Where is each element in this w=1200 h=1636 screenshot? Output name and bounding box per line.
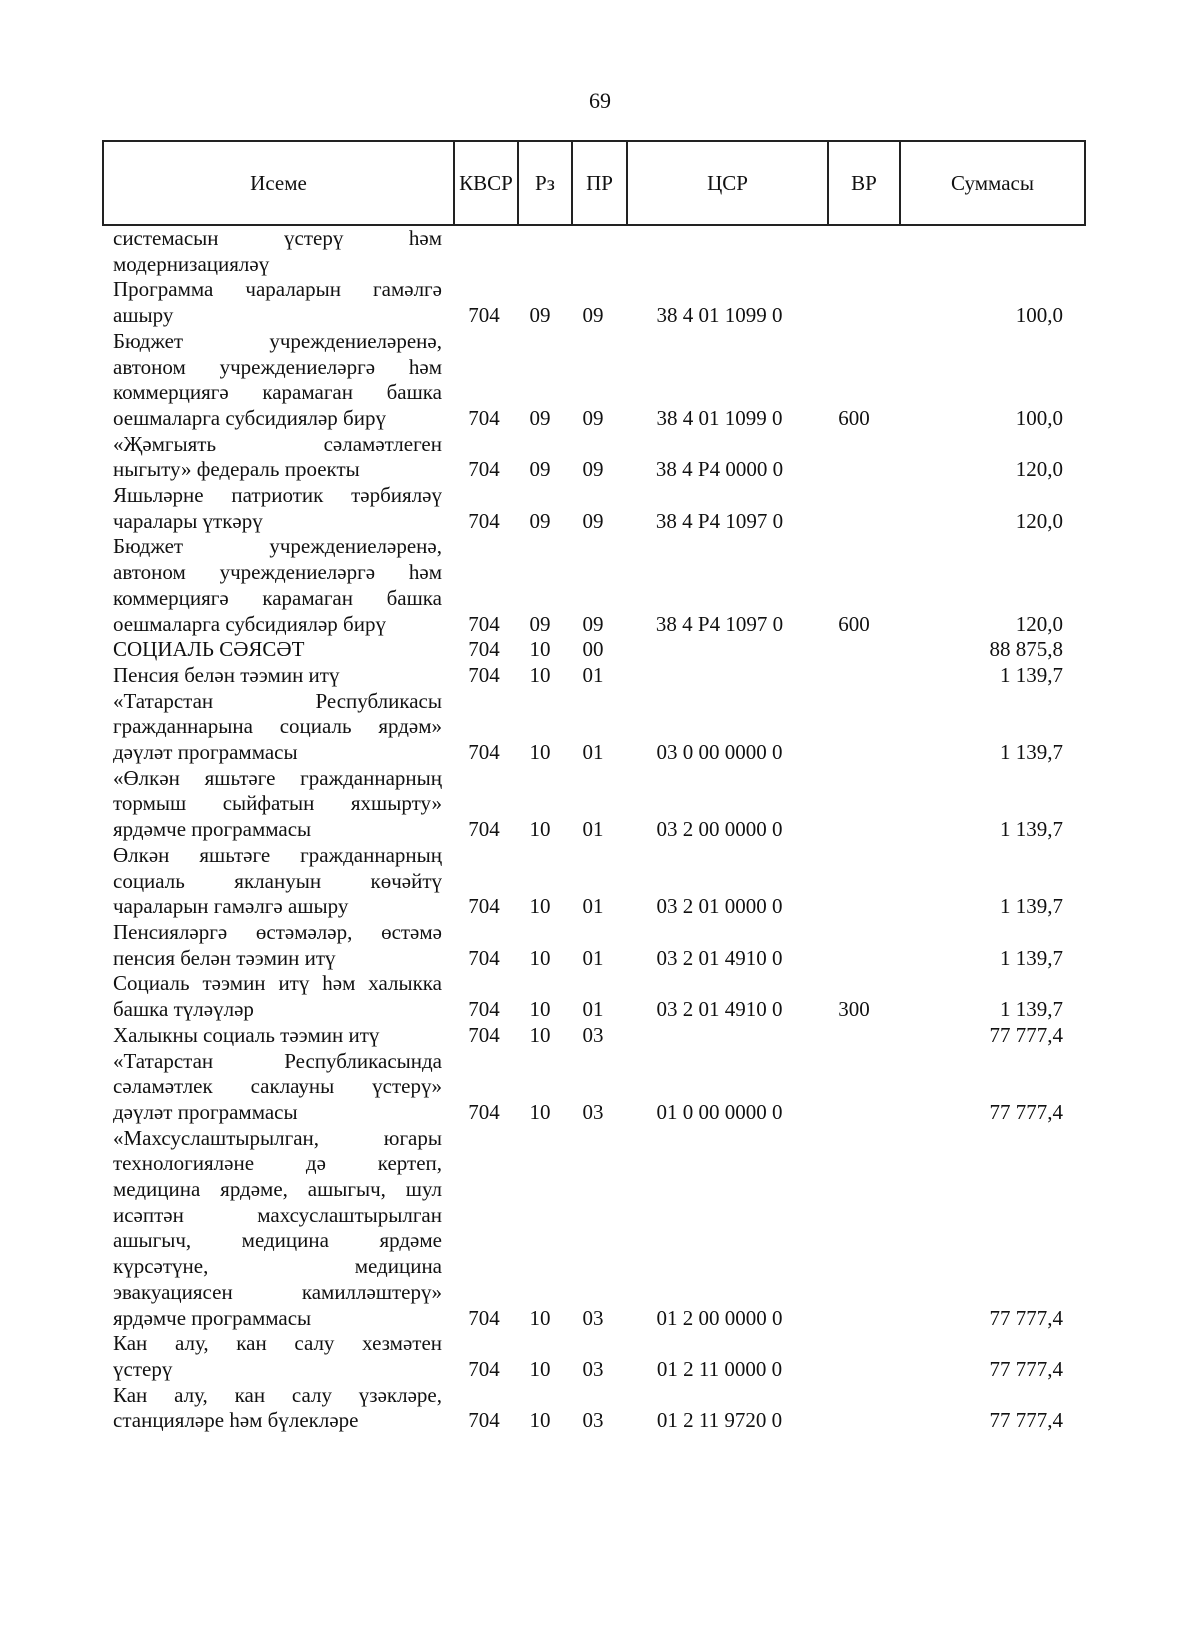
row-csr: 38 4 01 1099 0 xyxy=(656,303,783,328)
row-sum: 77 777,4 xyxy=(989,1022,1063,1047)
column-header-sum: Суммасы xyxy=(900,141,1085,225)
table-row xyxy=(102,534,1080,637)
row-name-line: «Татарстан Республикасында xyxy=(113,1048,442,1073)
table-row xyxy=(102,483,1080,534)
row-name-line: модернизацияләү xyxy=(113,251,270,276)
row-sum: 77 777,4 xyxy=(989,1099,1063,1124)
row-name-line: чараларын гамәлгә ашыру xyxy=(113,894,349,919)
row-kvsr: 704 xyxy=(468,1022,500,1047)
row-csr: 03 2 01 4910 0 xyxy=(656,997,783,1022)
row-name-line: системасын үстерү һәм xyxy=(113,226,442,250)
row-name-line: коммерциягә карамаган башка xyxy=(113,585,442,610)
row-name xyxy=(102,1383,442,1434)
row-name xyxy=(102,534,442,637)
row-sum: 1 139,7 xyxy=(1000,817,1063,842)
row-name-line: СОЦИАЛЬ СӘЯСӘТ xyxy=(113,637,305,662)
row-kvsr: 704 xyxy=(468,303,500,328)
row-name-line: станцияләре һәм бүлекләре xyxy=(113,1408,359,1433)
column-header-csr: ЦСР xyxy=(627,141,828,225)
column-header-name: Исеме xyxy=(103,141,454,225)
row-rz: 10 xyxy=(529,740,551,765)
row-name-line: сәламәтлек саклауны үстерү» xyxy=(113,1074,442,1099)
row-name-line: автоном учреждениеләргә һәм xyxy=(113,354,442,379)
row-sum: 100,0 xyxy=(1015,303,1063,328)
table-row xyxy=(102,1049,1080,1126)
row-name-line: тормыш сыйфатын яхшырту» xyxy=(113,791,442,816)
row-name xyxy=(102,1023,442,1049)
row-csr: 01 2 11 0000 0 xyxy=(656,1356,783,1381)
table-row xyxy=(102,1383,1080,1434)
row-name-line: күрсәтүне, медицина xyxy=(113,1254,442,1279)
table-body xyxy=(102,226,1080,1434)
row-kvsr: 704 xyxy=(468,508,500,533)
row-pr: 09 xyxy=(582,457,604,482)
row-kvsr: 704 xyxy=(468,740,500,765)
column-header-rz: Рз xyxy=(518,141,572,225)
row-kvsr: 704 xyxy=(468,997,500,1022)
row-name-line: оешмаларга субсидияләр бирү xyxy=(113,611,386,636)
row-sum: 1 139,7 xyxy=(1000,662,1063,687)
row-name-line: исәптән махсуслаштырылган xyxy=(113,1202,442,1227)
row-name xyxy=(102,766,442,843)
row-name xyxy=(102,277,442,328)
row-name-line: медицина ярдәме, ашыгыч, шул xyxy=(113,1177,442,1202)
table-row xyxy=(102,689,1080,766)
row-name-line: технологияләне дә кертеп, xyxy=(113,1151,442,1176)
row-name xyxy=(102,920,442,971)
row-rz: 10 xyxy=(529,1356,551,1381)
row-name xyxy=(102,971,442,1022)
row-rz: 10 xyxy=(529,817,551,842)
row-name-line: коммерциягә карамаган башка xyxy=(113,380,442,405)
row-sum: 1 139,7 xyxy=(1000,997,1063,1022)
row-name-line: ныгыту» федераль проекты xyxy=(113,457,360,482)
row-sum: 1 139,7 xyxy=(1000,945,1063,970)
row-rz: 09 xyxy=(529,303,551,328)
row-name xyxy=(102,663,442,689)
row-name-line: Кан алу, кан салу үзәкләре, xyxy=(113,1382,442,1407)
row-csr: 38 4 01 1099 0 xyxy=(656,405,783,430)
row-name-line: «Өлкән яшьтәге гражданнарның xyxy=(113,765,442,790)
row-kvsr: 704 xyxy=(468,894,500,919)
row-name-line: Бюджет учреждениеләренә, xyxy=(113,534,442,559)
column-header-pr: ПР xyxy=(572,141,627,225)
row-rz: 10 xyxy=(529,1022,551,1047)
row-pr: 01 xyxy=(582,740,604,765)
row-csr: 03 2 01 0000 0 xyxy=(656,894,783,919)
row-rz: 10 xyxy=(529,945,551,970)
row-sum: 77 777,4 xyxy=(989,1305,1063,1330)
row-name-line: башка түләүләр xyxy=(113,997,254,1022)
page-number: 69 xyxy=(589,88,611,113)
row-name xyxy=(102,1126,442,1332)
row-csr: 01 0 00 0000 0 xyxy=(656,1099,783,1124)
row-sum: 120,0 xyxy=(1015,508,1063,533)
row-csr: 03 2 01 4910 0 xyxy=(656,945,783,970)
row-name-line: Өлкән яшьтәге гражданнарның xyxy=(113,842,442,867)
table-row xyxy=(102,329,1080,432)
row-sum: 100,0 xyxy=(1015,405,1063,430)
row-rz: 10 xyxy=(529,1305,551,1330)
row-rz: 09 xyxy=(529,405,551,430)
row-pr: 01 xyxy=(582,997,604,1022)
row-rz: 10 xyxy=(529,637,551,662)
row-csr: 03 0 00 0000 0 xyxy=(656,740,783,765)
row-kvsr: 704 xyxy=(468,1099,500,1124)
table-row xyxy=(102,766,1080,843)
row-name-line: Кан алу, кан салу хезмәтен xyxy=(113,1331,442,1356)
row-kvsr: 704 xyxy=(468,457,500,482)
row-name xyxy=(102,432,442,483)
row-pr: 09 xyxy=(582,508,604,533)
row-sum: 77 777,4 xyxy=(989,1356,1063,1381)
row-rz: 10 xyxy=(529,1099,551,1124)
row-rz: 10 xyxy=(529,997,551,1022)
row-pr: 03 xyxy=(582,1356,604,1381)
row-kvsr: 704 xyxy=(468,817,500,842)
table-row xyxy=(102,226,1080,277)
row-kvsr: 704 xyxy=(468,945,500,970)
row-csr: 01 2 00 0000 0 xyxy=(656,1305,783,1330)
row-name xyxy=(102,329,442,432)
row-csr: 38 4 Р4 1097 0 xyxy=(655,611,784,636)
row-kvsr: 704 xyxy=(468,405,500,430)
row-name-line: үстерү xyxy=(113,1356,173,1381)
row-pr: 00 xyxy=(582,637,604,662)
row-kvsr: 704 xyxy=(468,1305,500,1330)
row-name-line: Социаль тәэмин итү һәм халыкка xyxy=(113,971,442,996)
row-name-line: ярдәмче программасы xyxy=(113,1305,312,1330)
row-sum: 88 875,8 xyxy=(989,637,1063,662)
row-name-line: гражданнарына социаль ярдәм» xyxy=(113,714,442,739)
table-row xyxy=(102,637,1080,663)
row-name-line: эвакуациясен камилләштерү» xyxy=(113,1279,442,1304)
table-row xyxy=(102,277,1080,328)
row-name-line: социаль яклануын көчәйтү xyxy=(113,868,442,893)
table-row xyxy=(102,843,1080,920)
row-pr: 01 xyxy=(582,662,604,687)
row-name xyxy=(102,637,442,663)
row-csr: 03 2 00 0000 0 xyxy=(656,817,783,842)
row-name-line: Программа чараларын гамәлгә xyxy=(113,277,442,302)
row-kvsr: 704 xyxy=(468,1356,500,1381)
row-sum: 1 139,7 xyxy=(1000,894,1063,919)
row-name xyxy=(102,1331,442,1382)
row-name xyxy=(102,483,442,534)
row-name-line: «Татарстан Республикасы xyxy=(113,688,442,713)
row-name-line: дәүләт программасы xyxy=(113,1099,298,1124)
row-name xyxy=(102,843,442,920)
table-row xyxy=(102,971,1080,1022)
row-pr: 01 xyxy=(582,894,604,919)
row-pr: 01 xyxy=(582,945,604,970)
row-vr: 600 xyxy=(838,405,870,430)
row-name-line: «Җәмгыять сәламәтлеген xyxy=(113,431,442,456)
row-rz: 10 xyxy=(529,894,551,919)
row-kvsr: 704 xyxy=(468,1408,500,1433)
row-name-line: пенсия белән тәэмин итү xyxy=(113,945,336,970)
table-row xyxy=(102,663,1080,689)
row-sum: 120,0 xyxy=(1015,457,1063,482)
row-name-line: Халыкны социаль тәэмин итү xyxy=(113,1022,380,1047)
row-pr: 03 xyxy=(582,1099,604,1124)
table-row xyxy=(102,920,1080,971)
table-row xyxy=(102,1331,1080,1382)
row-vr: 600 xyxy=(838,611,870,636)
row-pr: 03 xyxy=(582,1408,604,1433)
row-name-line: Пенсияләргә өстәмәләр, өстәмә xyxy=(113,919,442,944)
row-name-line: чаралары үткәрү xyxy=(113,508,263,533)
row-name-line: Пенсия белән тәэмин итү xyxy=(113,662,340,687)
row-name-line: дәүләт программасы xyxy=(113,740,298,765)
row-rz: 10 xyxy=(529,1408,551,1433)
row-name-line: автоном учреждениеләргә һәм xyxy=(113,560,442,585)
row-pr: 09 xyxy=(582,611,604,636)
row-pr: 09 xyxy=(582,303,604,328)
row-pr: 03 xyxy=(582,1022,604,1047)
row-vr: 300 xyxy=(838,997,870,1022)
row-kvsr: 704 xyxy=(468,637,500,662)
row-rz: 10 xyxy=(529,662,551,687)
row-pr: 09 xyxy=(582,405,604,430)
row-name xyxy=(102,689,442,766)
table-row xyxy=(102,1126,1080,1332)
row-sum: 1 139,7 xyxy=(1000,740,1063,765)
table-row xyxy=(102,1023,1080,1049)
row-name xyxy=(102,226,442,277)
row-rz: 09 xyxy=(529,457,551,482)
row-sum: 120,0 xyxy=(1015,611,1063,636)
row-csr: 38 4 Р4 1097 0 xyxy=(655,508,784,533)
table-header xyxy=(102,140,1086,226)
row-sum: 77 777,4 xyxy=(989,1408,1063,1433)
row-csr: 38 4 Р4 0000 0 xyxy=(655,457,784,482)
row-pr: 03 xyxy=(582,1305,604,1330)
column-header-vr: ВР xyxy=(828,141,900,225)
row-name-line: ашыру xyxy=(113,303,174,328)
row-name-line: ярдәмче программасы xyxy=(113,817,312,842)
row-name xyxy=(102,1049,442,1126)
row-kvsr: 704 xyxy=(468,662,500,687)
row-rz: 09 xyxy=(529,611,551,636)
column-header-kvsr: КВСР xyxy=(454,141,518,225)
row-kvsr: 704 xyxy=(468,611,500,636)
row-name-line: «Махсуслаштырылган, югары xyxy=(113,1125,442,1150)
row-name-line: Яшьләрне патриотик тәрбияләү xyxy=(113,483,442,508)
row-name-line: ашыгыч, медицина ярдәме xyxy=(113,1228,442,1253)
table-row xyxy=(102,432,1080,483)
row-csr: 01 2 11 9720 0 xyxy=(656,1408,783,1433)
row-name-line: Бюджет учреждениеләренә, xyxy=(113,328,442,353)
row-name-line: оешмаларга субсидияләр бирү xyxy=(113,405,386,430)
row-rz: 09 xyxy=(529,508,551,533)
row-pr: 01 xyxy=(582,817,604,842)
